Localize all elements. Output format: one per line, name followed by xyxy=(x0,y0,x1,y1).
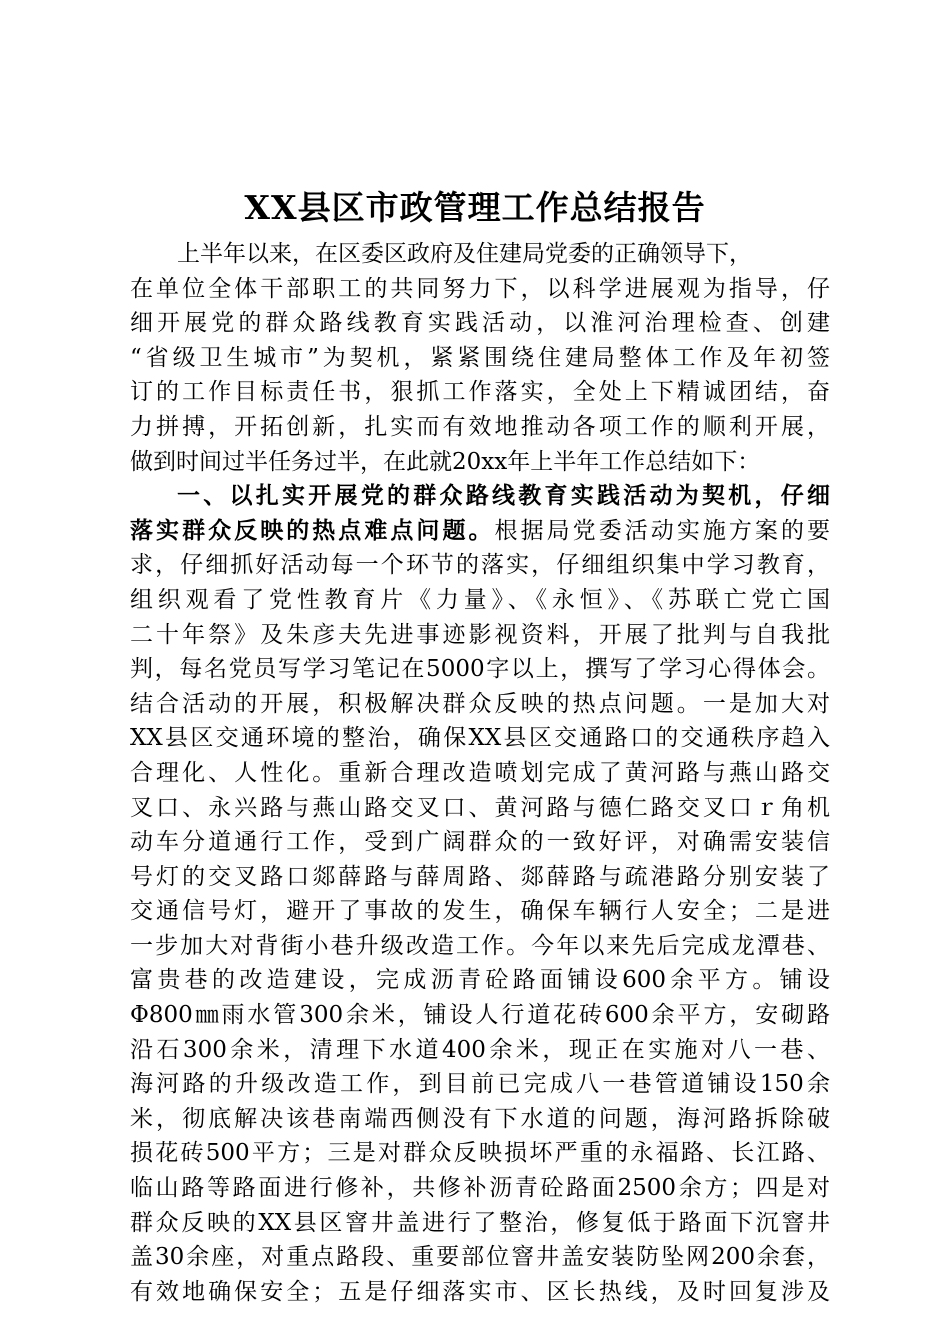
paragraph-line: Φ800㎜雨水管300余米，铺设人行道花砖600余平方，安砌路 xyxy=(130,1002,830,1029)
paragraph-line: 做到时间过半任务过半，在此就20xx年上半年工作总结如下： xyxy=(130,448,761,475)
paragraph-line: 合理化、人性化。重新合理改造喷划完成了黄河路与燕山路交 xyxy=(130,759,830,786)
paragraph-line: 临山路等路面进行修补，共修补沥青砼路面2500余方；四是对 xyxy=(130,1175,830,1202)
paragraph-line: 损花砖500平方；三是对群众反映损坏严重的永福路、长江路、 xyxy=(130,1140,830,1167)
paragraph-line: 米，彻底解决该巷南端西侧没有下水道的问题，海河路拆除破 xyxy=(130,1105,830,1132)
mixed-line xyxy=(130,514,830,549)
paragraph-line: 叉口、永兴路与燕山路交叉口、黄河路与德仁路交叉口ｒ角机 xyxy=(130,794,830,821)
paragraph-line: 结合活动的开展，积极解决群众反映的热点问题。一是加大对 xyxy=(130,690,830,717)
paragraph-line: 组织观看了党性教育片《力量》、《永恒》、《苏联亡党亡国 xyxy=(130,586,830,613)
paragraph-line: 富贵巷的改造建设，完成沥青砼路面铺设600余平方。铺设 xyxy=(130,967,830,994)
paragraph-line: 在单位全体干部职工的共同努力下，以科学进展观为指导，仔 xyxy=(130,275,830,302)
paragraph-line: 动车分道通行工作，受到广阔群众的一致好评，对确需安装信 xyxy=(130,829,830,856)
paragraph-line: 交通信号灯，避开了事故的发生，确保车辆行人安全；二是进 xyxy=(130,898,830,925)
paragraph-line: 一步加大对背街小巷升级改造工作。今年以来先后完成龙潭巷、 xyxy=(130,932,830,959)
paragraph-line: XX县区交通环境的整治，确保XX县区交通路口的交通秩序趋入 xyxy=(130,725,830,752)
paragraph-line: 力拼搏，开拓创新，扎实而有效地推动各项工作的顺利开展， xyxy=(130,413,830,440)
paragraph-line: 号灯的交叉路口郯薛路与薛周路、郯薛路与疏港路分别安装了 xyxy=(130,863,830,890)
paragraph-line: 订的工作目标责任书，狠抓工作落实，全处上下精诚团结，奋 xyxy=(130,379,830,406)
paragraph-line: 群众反映的XX县区窨井盖进行了整治，修复低于路面下沉窨井 xyxy=(130,1209,830,1236)
paragraph-line: 求，仔细抓好活动每一个环节的落实，仔细组织集中学习教育， xyxy=(130,552,830,579)
document-title: XX县区市政管理工作总结报告 xyxy=(244,188,706,227)
section-heading-tail: 落实群众反映的热点难点问题。 xyxy=(130,516,495,544)
paragraph-line: 二十年祭》及朱彦夫先进事迹影视资料，开展了批判与自我批 xyxy=(130,621,830,648)
paragraph-line: 盖30余座，对重点路段、重要部位窨井盖安装防坠网200余套， xyxy=(130,1244,830,1271)
paragraph-line: 判，每名党员写学习笔记在5000字以上，撰写了学习心得体会。 xyxy=(130,656,830,683)
paragraph-line: 沿石300余米，清理下水道400余米，现正在实施对八一巷、 xyxy=(130,1036,830,1063)
paragraph-line: “省级卫生城市”为契机，紧紧围绕住建局整体工作及年初签 xyxy=(130,344,830,371)
paragraph-line: 细开展党的群众路线教育实践活动，以淮河治理检查、创建 xyxy=(130,310,830,337)
paragraph-line: 上半年以来，在区委区政府及住建局党委的正确领导下， xyxy=(177,241,752,267)
paragraph-line: 海河路的升级改造工作，到目前已完成八一巷管道铺设150余 xyxy=(130,1071,830,1098)
document-body xyxy=(130,237,830,1309)
paragraph-line: 有效地确保安全；五是仔细落实市、区长热线，及时回复涉及 xyxy=(130,1278,830,1305)
paragraph-segment: 根据局党委活动实施方案的要 xyxy=(494,517,831,544)
section-heading-line: 一、以扎实开展党的群众路线教育实践活动为契机，仔细 xyxy=(177,482,830,510)
